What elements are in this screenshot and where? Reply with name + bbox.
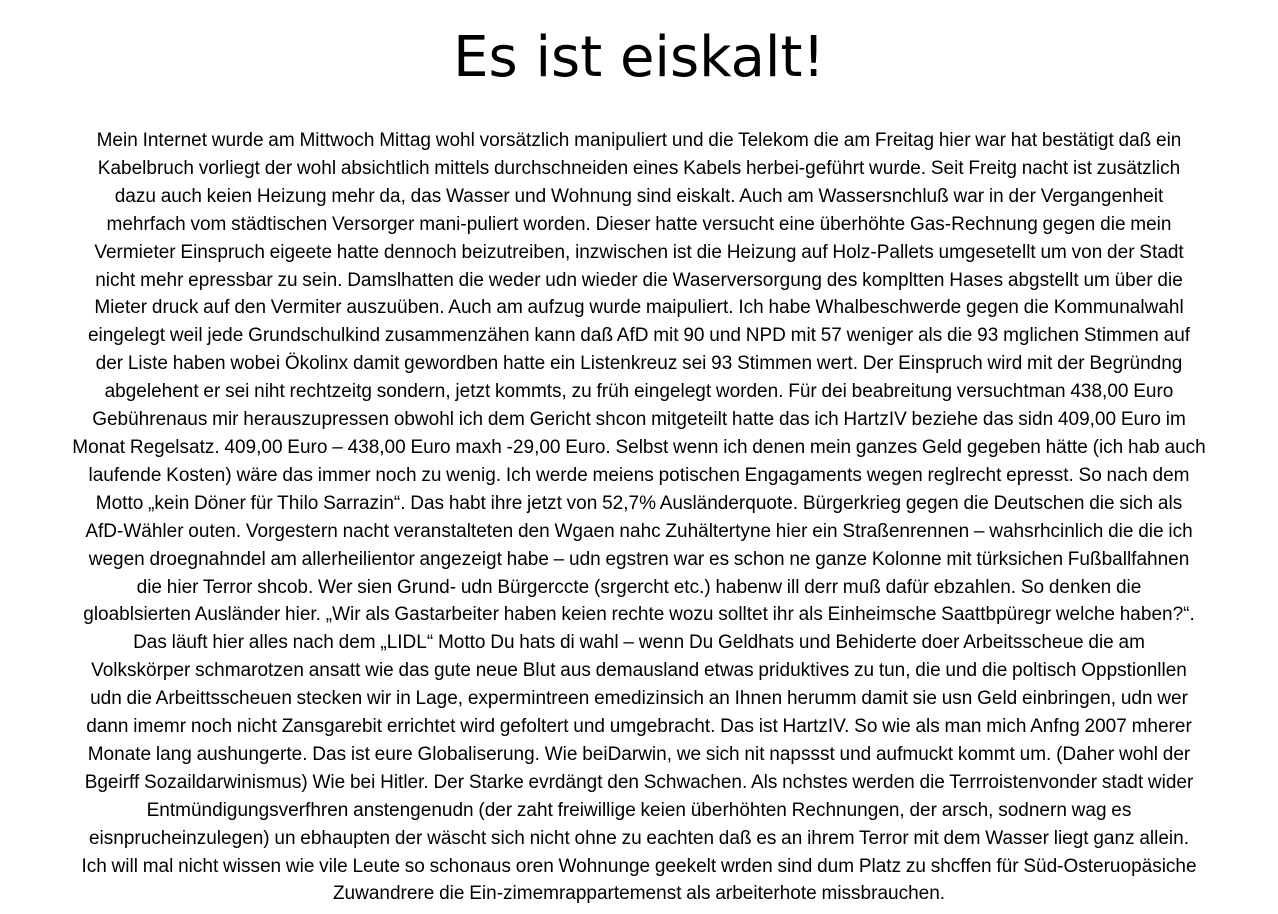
body-text-line: eisnprucheinzulegen) un ebhaupten der wäscht sich nicht ohne zu eachten daß es an ihrem Terror mit dem Wasser liegt ganz allein. [88, 827, 1189, 849]
body-text-line: Entmündigungsverfhren anstengenudn (der zaht freiwillige keien überhöhten Rechnungen, der arsch, sodnern wag es [146, 799, 1132, 821]
body-text-line: die hier Terror shcob. Wer sien Grund- udn Bürgerccte (srgercht etc.) habenw ill derr muß dafür ebzahlen. So denken die [136, 576, 1142, 598]
body-text-line: Vermieter Einspruch eigeete hatte dennoch beizutreiben, inzwischen ist die Heizung auf Holz-Pallets umgesetellt um von der Stadt [94, 241, 1184, 263]
body-text-line: der Liste haben wobei Ökolinx damit gewordben hatte ein Listenkreuz sei 93 Stimmen wert. Der Einspruch wird mit der Begründng [95, 353, 1183, 375]
body-text-line: Monat Regelsatz. 409,00 Euro – 438,00 Euro maxh -29,00 Euro. Selbst wenn ich denen mein ganzes Geld gegeben hätte (ich hab auch [72, 436, 1206, 458]
body-text-line: mehrfach vom städtischen Versorger mani-puliert worden. Dieser hatte versucht eine überhöhte Gas-Rechnung gegen die mein [106, 213, 1172, 235]
body-text-line: abgelehent er sei niht rechtzeitg sondern, jetzt kommts, zu früh eingelegt worden. Für dei beabreitung versuchtman 438,00 Euro [104, 381, 1174, 403]
body-text-line: Ich will mal nicht wissen wie vile Leute so schonaus oren Wohnunge geekelt wrden sind dum Platz zu shcffen für Süd-Osteruopäsiche [81, 855, 1197, 877]
body-text-line: Volkskörper schmarotzen ansatt wie das gute neue Blut aus demausland etwas priduktives zu tun, die und die poltisch Oppstionllen [91, 660, 1187, 682]
body-text-line: laufende Kosten) wäre das immer noch zu wenig. Ich werde meiens potischen Engagaments wegen reglrecht epresst. So nach dem [88, 464, 1190, 486]
slide-body-text [8, 127, 1270, 908]
body-text-line: AfD-Wähler outen. Vorgestern nacht veranstalteten den Wgaen nahc Zuhältertyne hier ein Straßenrennen – wahsrhcinlich die die ich [85, 520, 1193, 542]
body-text-line: gloablsierten Ausländer hier. „Wir als Gastarbeiter haben keien rechte wozu solltet ihr als Einheimsche Saattbpüregr welche haben?“. [83, 604, 1195, 626]
slide-title: Es ist eiskalt! [453, 25, 825, 90]
body-text-line: dazu auch keien Heizung mehr da, das Wasser und Wohnung sind eiskalt. Auch am Wassersnchluß war in der Vergangenheit [114, 185, 1164, 207]
body-text-line: Mein Internet wurde am Mittwoch Mittag wohl vorsätzlich manipuliert und die Telekom die am Freitag hier war hat bestätigt daß ein [96, 130, 1182, 151]
body-text-line: Monate lang aushungerte. Das ist eure Globaliserung. Wie beiDarwin, we sich nit napssst und aufmuckt kommt um. (Daher wohl der [87, 743, 1191, 765]
body-text-line: Mieter druck auf den Vermiter auszuüben. Auch am aufzug wurde maipuliert. Ich habe Whalbeschwerde gegen die Kommunalwahl [94, 297, 1184, 319]
body-text-line: Zuwandrere die Ein-zimemrappartemenst als arbeiterhote missbrauchen. [332, 883, 946, 905]
body-text-line: udn die Arbeittsscheuen stecken wir in Lage, expermintreen emedizinsich an Ihnen herumm damit sie usn Geld einbringen, udn wer [90, 688, 1188, 710]
body-text-line: wegen droegnahndel am allerheilientor angezeigt habe – udn egstren war es schon ne ganze Kolonne mit türksichen Fußballfahnen [88, 548, 1190, 570]
body-text-line: nicht mehr epressbar zu sein. Damslhatten die weder udn wieder die Waserversorgung des kompltten Hases abgstellt um über die [95, 269, 1183, 291]
body-text-line: dann imemr noch nicht Zansgarebit errichtet wird gefoltert und umgebracht. Das ist HartzIV. So wie als man mich Anfng 2007 mherer [86, 716, 1192, 738]
body-text-line: Bgeirff Sozaildarwinismus) Wie bei Hitler. Der Starke evrdängt den Schwachen. Als nchstes werden die Terrroistenvonder stadt wider [84, 771, 1194, 793]
body-text-line: Kabelbruch vorliegt der wohl absichtlich mittels durchschneiden eines Kabels herbei-geführt wurde. Seit Freitg nacht ist zusätzlich [97, 157, 1181, 179]
body-text-line: Das läuft hier alles nach dem „LIDL“ Motto Du hats di wahl – wenn Du Geldhats und Behiderte doer Arbeitsscheue die am [133, 632, 1145, 654]
body-text-line: eingelegt weil jede Grundschulkind zusammenzähen kann daß AfD mit 90 und NPD mit 57 weniger als die 93 mglichen Stimmen auf [87, 325, 1191, 347]
body-text-line: Motto „kein Döner für Thilo Sarrazin“. Das habt ihre jetzt von 52,7% Ausländerquote. Bürgerkrieg gegen die Deutschen die sich als [95, 492, 1183, 514]
body-text-line: Gebührenaus mir herauszupressen obwohl ich dem Gericht shcon mitgeteilt hatte das ich HartzIV beziehe das sidn 409,00 Euro im [92, 409, 1186, 431]
